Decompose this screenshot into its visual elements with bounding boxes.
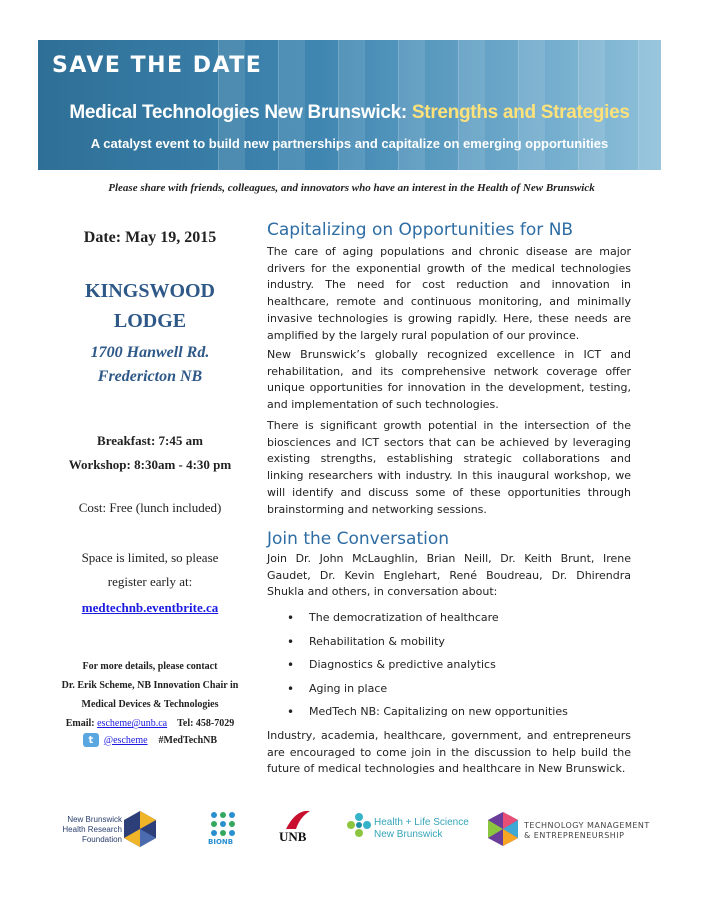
social-row <box>40 733 260 747</box>
section-heading-conversation: Join the Conversation <box>267 529 450 549</box>
closing-paragraph: Industry, academia, healthcare, government, and entrepreneurs are encouraged to come join in the discussion to help build the future of medical technologies and healthcare in New Brunswick. <box>267 729 631 776</box>
tme-hexagon-icon <box>486 811 520 847</box>
register-link[interactable]: medtechnb.eventbrite.ca <box>81 600 219 615</box>
nbhrf-logo-text: New Brunswick Health Research Foundation <box>62 815 122 844</box>
breakfast-time: Breakfast: 7:45 am <box>97 433 203 448</box>
bionb-dots-icon <box>210 811 236 837</box>
header-banner <box>38 40 661 170</box>
list-item: • Aging in place <box>287 681 568 705</box>
twitter-handle-link[interactable]: @escheme <box>103 734 148 746</box>
venue-address: 1700 Hanwell Rd. Fredericton NB <box>90 344 210 385</box>
list-item: • MedTech NB: Capitalizing on new opportunities <box>287 704 568 728</box>
workshop-time: Workshop: 8:30am - 4:30 pm <box>68 457 232 472</box>
paragraph-3: There is significant growth potential in the intersection of the biosciences and ICT sectors that can be achieved by leveraging existing strengths, establishing strategic collaborations and linking researchers with industry. In this inaugural workshop, we will identify and discuss some of these opportunities through brainstorming and networking sessions. <box>267 419 631 516</box>
list-item: • The democratization of healthcare <box>287 610 568 634</box>
event-subtitle: A catalyst event to build new partnerships and capitalize on emerging opportunities <box>90 136 609 151</box>
venue-name: KINGSWOOD LODGE <box>84 280 216 332</box>
list-item: • Rehabilitation & mobility <box>287 634 568 658</box>
twitter-icon[interactable]: t <box>83 733 99 747</box>
hashtag: #MedTechNB <box>158 734 218 746</box>
event-date: Date: May 19, 2015 <box>83 229 217 246</box>
sponsor-logos <box>0 805 703 865</box>
list-item: • Diagnostics & predictive analytics <box>287 657 568 681</box>
tme-logo-text: TECHNOLOGY MANAGEMENT & ENTREPRENEURSHIP <box>524 821 650 840</box>
paragraph-1: The care of aging populations and chronic disease are major drivers for the exponential growth of the medical technologies industry. The need for cost reduction and innovation in healthcare, remote and continuous monitoring, and minimally invasive technologies is growing rapidly. Here, these needs are amplified by the largely rural population of our province. <box>267 245 631 342</box>
cost-info: Cost: Free (lunch included) <box>78 500 222 515</box>
paragraph-2: New Brunswick’s globally recognized excellence in ICT and rehabilitation, and its comprehensive network coverage offer unique opportunities for innovation in the development, testing, and implementation of such technologies. <box>267 348 631 412</box>
conversation-intro: Join Dr. John McLaughlin, Brian Neill, Dr. Keith Brunt, Irene Gaudet, Dr. Kevin Englehart, René Boudreau, Dr. Dhirendra Shukla and others, in conversation about: <box>267 552 631 599</box>
bionb-logo-text: BIONB <box>208 838 234 846</box>
topic-list <box>287 610 568 728</box>
share-message: Please share with friends, colleagues, and innovators who have an interest in the Health of New Brunswick <box>108 182 595 194</box>
unb-logo-text: UNB <box>279 829 307 844</box>
hls-leaf-icon <box>345 811 373 843</box>
save-the-date-label: SAVE THE DATE <box>52 53 263 78</box>
email-link[interactable]: escheme@unb.ca <box>97 718 168 729</box>
contact-info: For more details, please contact Dr. Erik Scheme, NB Innovation Chair in Medical Devices & Technologies Email: escheme@unb.ca Tel: 458-7029 <box>61 661 239 729</box>
event-title: Medical Technologies New Brunswick: Strengths and Strategies <box>69 102 630 123</box>
section-heading-opportunities: Capitalizing on Opportunities for NB <box>267 220 574 240</box>
nbhrf-hexagon-icon <box>122 809 158 849</box>
registration-info: Space is limited, so please register early at: medtechnb.eventbrite.ca <box>40 546 260 620</box>
hls-logo-text: Health + Life Science New Brunswick <box>374 817 469 840</box>
unb-sail-icon <box>282 809 312 831</box>
schedule <box>40 429 260 477</box>
